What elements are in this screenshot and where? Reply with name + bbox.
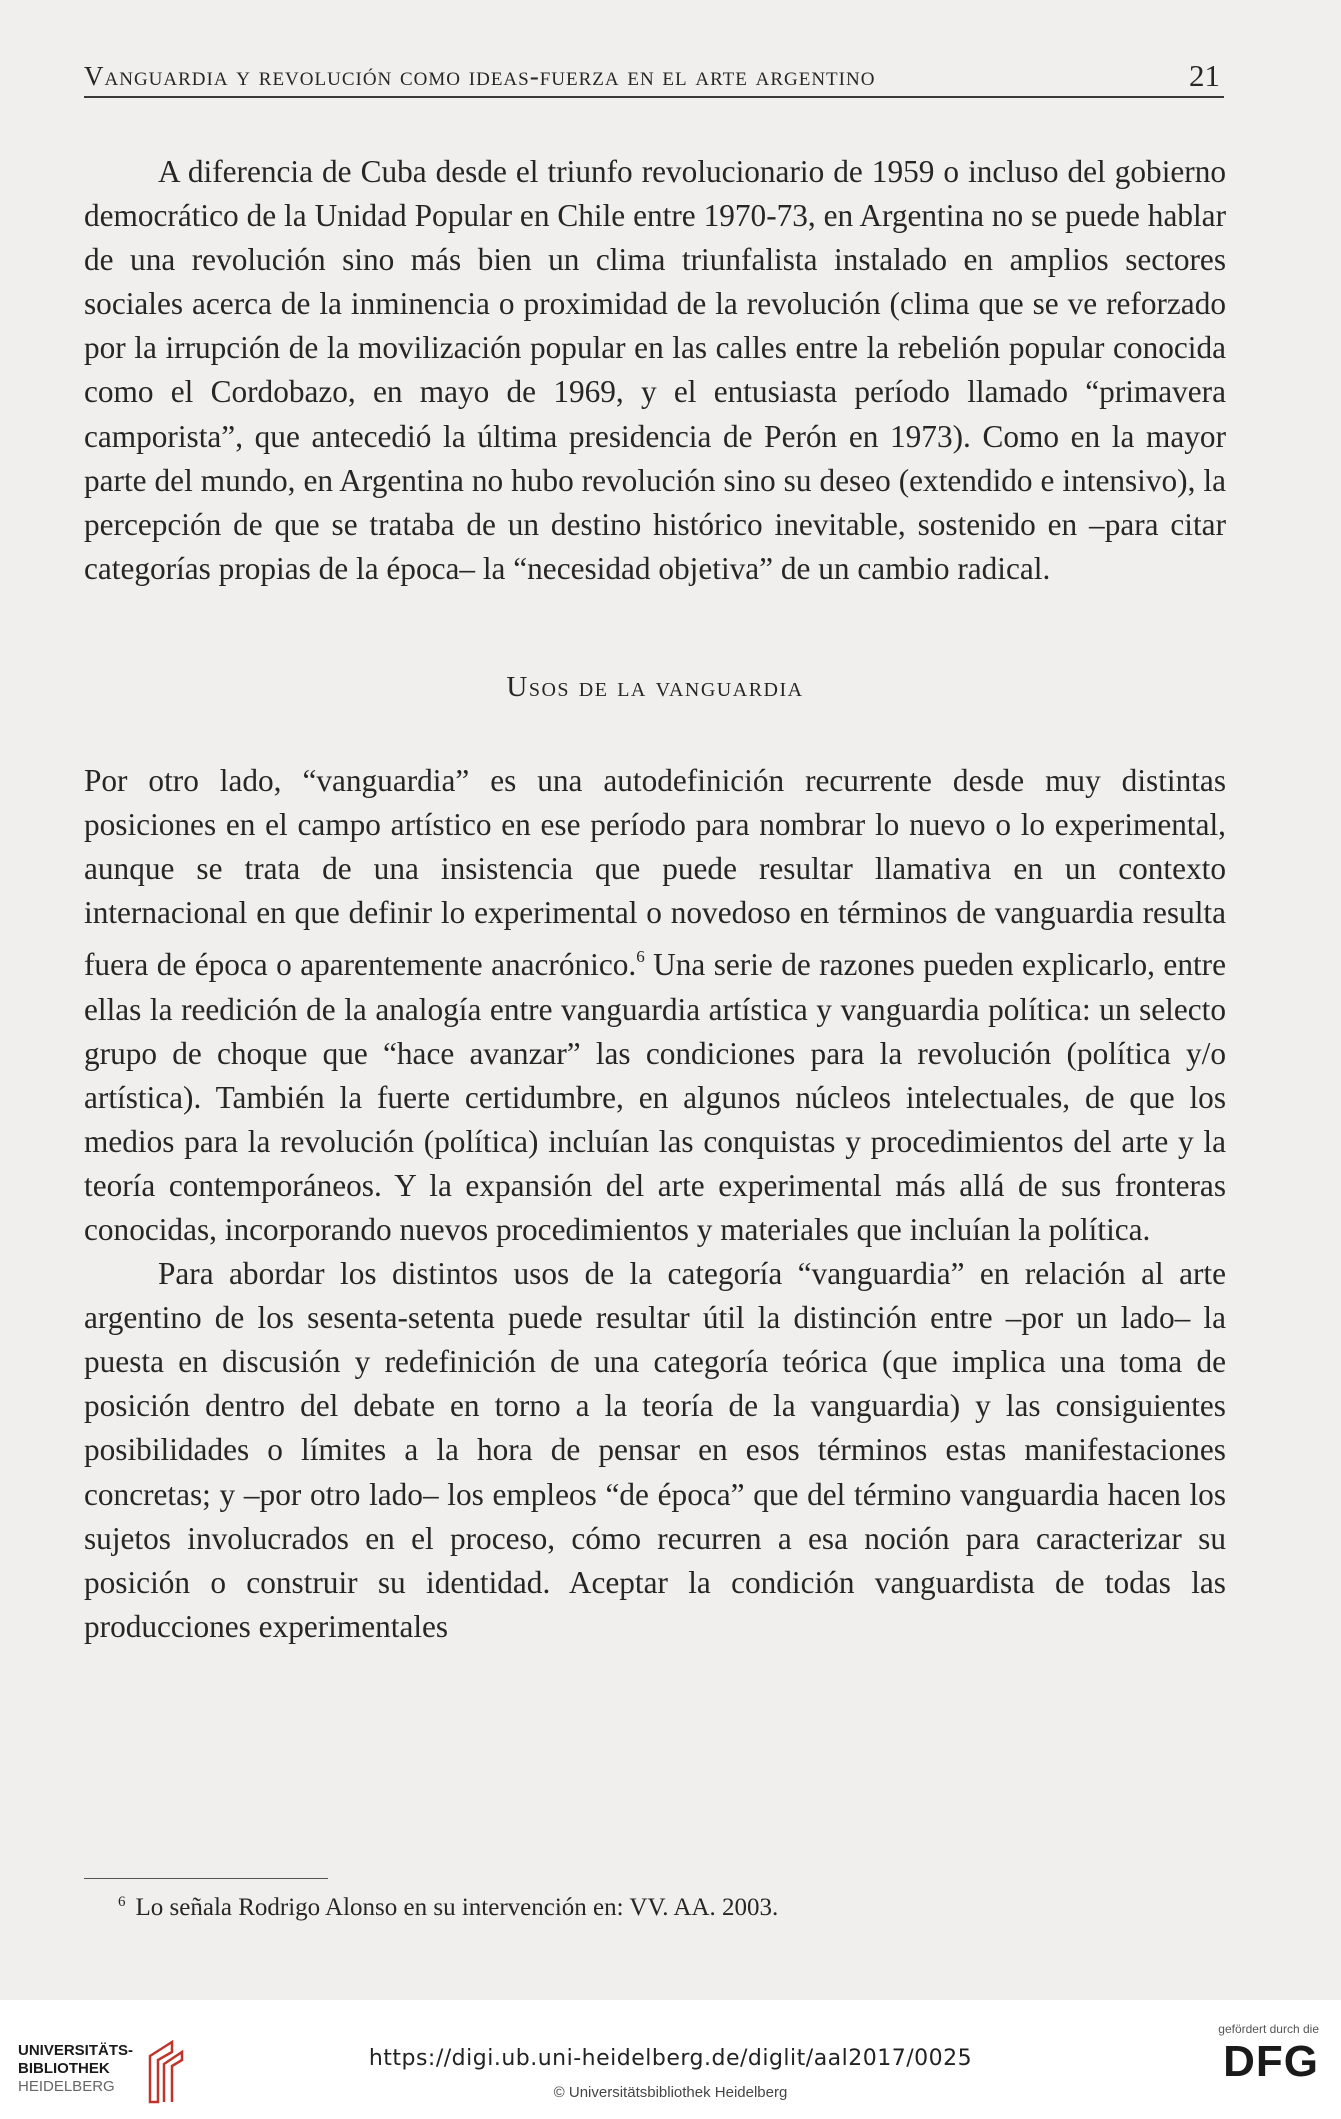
funded-by-text: gefördert durch die [1218, 2022, 1319, 2036]
paragraph-2-part-a: Por otro lado, “vanguardia” es una autodefinición recurrente desde muy distintas posiciones en el campo artístico en ese período para nombrar lo nuevo o lo experimental, aunque se trata de una insistencia que puede resultar llamativa en un contexto internacional en que definir lo experimental o novedoso en términos de vanguardia resulta fuera de época o aparentemente anacrónico. [84, 763, 1226, 983]
dfg-logo[interactable] [1199, 2022, 1319, 2086]
body-text [84, 150, 1226, 1649]
document-url-link[interactable]: https://digi.ub.uni-heidelberg.de/diglit/aal2017/0025 [368, 2046, 973, 2071]
library-name-line-1: UNIVERSITÄTS- [18, 2042, 134, 2059]
page-number: 21 [1189, 58, 1220, 93]
paragraph-3: Para abordar los distintos usos de la categoría “vanguardia” en relación al arte argentino de los sesenta-setenta puede resultar útil la distinción entre –por un lado– la puesta en discusión y redefinición de una categoría teórica (que implica una toma de posición dentro del debate en torno a la teoría de la vanguardia) y las consiguientes posibilidades o límites a la hora de pensar en esos términos estas manifestaciones concretas; y –por otro lado– los empleos “de época” que del término vanguardia hacen los sujetos involucrados en el proceso, cómo recurren a esa noción para caracterizar su posición o construir su identidad. Aceptar la condición vanguardista de todas las producciones experimentales [84, 1256, 1226, 1644]
footnote-text: Lo señala Rodrigo Alonso en su intervención en: VV. AA. 2003. [135, 1894, 779, 1921]
paragraph-2-part-b: Una serie de razones pueden explicarlo, entre ellas la reedición de la analogía entre vanguardia artística y vanguardia política: un selecto grupo de choque que “hace avanzar” las condiciones para la revolución (política y/o artística). También la fuerte certidumbre, en algunos núcleos intelectuales, de que los medios para la revolución (política) incluían las conquistas y procedimientos del arte y la teoría contemporáneos. Y la expansión del arte experimental más allá de sus fronteras conocidas, incorporando nuevos procedimientos y materiales que incluían la política. [84, 947, 1226, 1247]
viewer-footer [0, 2000, 1341, 2119]
library-name-line-2: BIBLIOTHEK [18, 2060, 110, 2077]
footnote [118, 1894, 778, 1922]
paragraph-2 [84, 759, 1226, 1252]
section-heading: Usos de la vanguardia [506, 670, 804, 703]
footnote-divider [84, 1878, 328, 1879]
copyright-notice: © Universitätsbibliothek Heidelberg [553, 2084, 788, 2101]
library-name-line-3: HEIDELBERG [18, 2078, 115, 2095]
footnote-reference[interactable]: 6 [636, 947, 645, 967]
running-head: Vanguardia y revolución como ideas-fuerza en el arte argentino [84, 61, 876, 91]
footnote-number: 6 [118, 1894, 126, 1910]
page-header [84, 52, 1224, 98]
dfg-wordmark: DFG [1223, 2037, 1319, 2086]
paragraph-1: A diferencia de Cuba desde el triunfo revolucionario de 1959 o incluso del gobierno democrático de la Unidad Popular en Chile entre 1970-73, en Argentina no se puede hablar de una revolución sino más bien un clima triunfalista instalado en amplios sectores sociales acerca de la inminencia o proximidad de la revolución (clima que se ve reforzado por la irrupción de la movilización popular en las calles entre la rebelión popular conocida como el Cordobazo, en mayo de 1969, y el entusiasta período llamado “primavera camporista”, que antecedió la última presidencia de Perón en 1973). Como en la mayor parte del mundo, en Argentina no hubo revolución sino su deseo (extendido e intensivo), la percepción de que se trataba de un destino histórico inevitable, sostenido en –para citar categorías propias de la época– la “necesidad objetiva” de un cambio radical. [84, 154, 1226, 586]
